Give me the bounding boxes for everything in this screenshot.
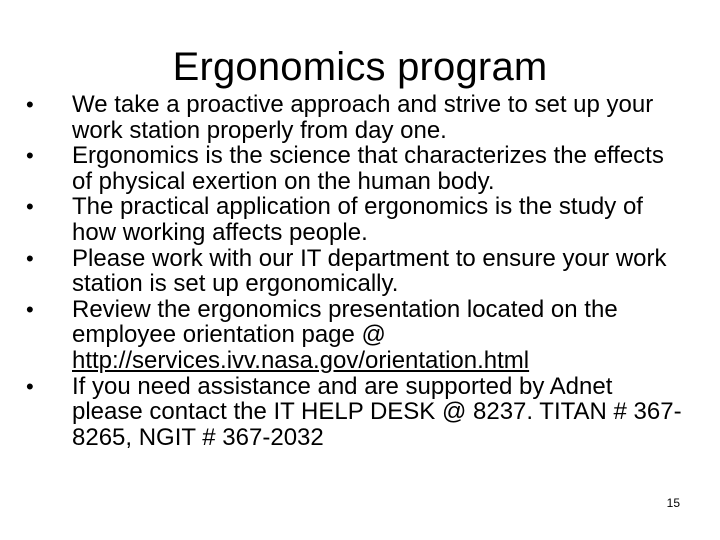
bullet-item <box>24 246 684 297</box>
bullet-text: Ergonomics is the science that characterizes the effects of physical exertion on the human body. <box>72 142 664 195</box>
bullet-item <box>24 297 684 374</box>
bullet-text <box>72 297 684 374</box>
bullet-text: We take a proactive approach and strive to set up your work station properly from day one. <box>72 91 654 144</box>
bullet-list <box>24 92 684 450</box>
bullet-text: The practical application of ergonomics is the study of how working affects people. <box>72 193 643 246</box>
page-number: 15 <box>666 496 680 510</box>
slide-title: Ergonomics program <box>172 45 548 89</box>
bullet-point-icon: • <box>26 143 34 169</box>
bullet-point-icon: • <box>26 194 34 220</box>
bullet-point-icon: • <box>26 373 34 399</box>
bullet-item <box>24 194 684 245</box>
bullet-item <box>24 374 684 451</box>
orientation-page-link[interactable]: http://services.ivv.nasa.gov/orientation.html <box>72 346 530 374</box>
bullet-text: If you need assistance and are supported by Adnet please contact the IT HELP DESK @ 8237. TITAN # 367-8265, NGIT # 367-2032 <box>72 372 682 451</box>
bullet-item <box>24 143 684 194</box>
bullet-point-icon: • <box>26 245 34 271</box>
bullet-point-icon: • <box>26 92 34 117</box>
bullet-text: Please work with our IT department to ensure your work station is set up ergonomically. <box>72 244 667 298</box>
bullet-text-prefix: Review the ergonomics presentation located on the employee orientation page @ <box>72 295 618 349</box>
bullet-item <box>24 92 684 143</box>
bullet-point-icon: • <box>26 296 34 322</box>
